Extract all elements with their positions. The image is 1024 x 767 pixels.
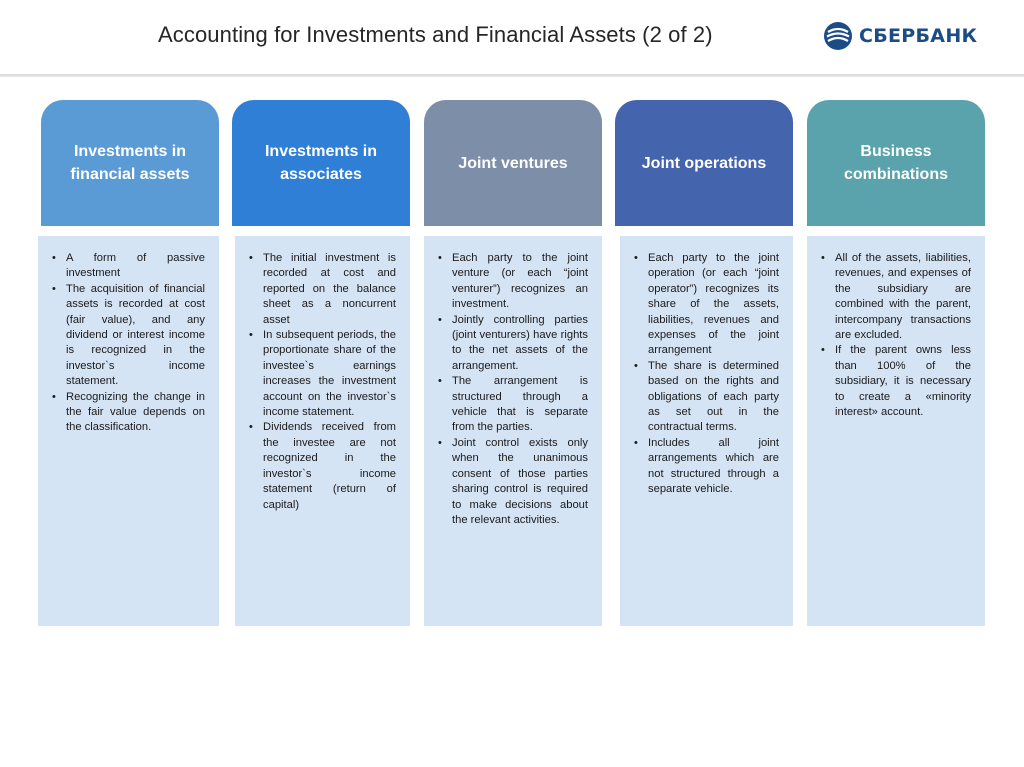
bullet-item: • Dividends received from the investee are not recognized in the investor`s income statement (return of capital): [263, 420, 396, 512]
column-body: [620, 236, 793, 626]
column-body: [235, 236, 410, 626]
sberbank-logo-icon: [823, 21, 853, 51]
header-divider: [0, 74, 1024, 77]
bullet-item: • The initial investment is recorded at cost and reported on the balance sheet as a noncurrent asset: [263, 251, 396, 328]
column-body: [424, 236, 602, 626]
column-heading: Investments in associates: [232, 100, 410, 226]
bullet-list: [634, 251, 779, 498]
bullet-item: • If the parent owns less than 100% of the subsidiary, it is necessary to create a «minority interest» account.: [835, 343, 971, 420]
page-title: Accounting for Investments and Financial Assets (2 of 2): [158, 22, 713, 47]
bullet-item: • Includes all joint arrangements which are not structured through a separate vehicle.: [648, 436, 779, 498]
logo-text: СБЕРБАНК: [859, 25, 978, 47]
bullet-item: • Joint control exists only when the unanimous consent of those parties sharing control is required to make decisions about the relevant activities.: [452, 436, 588, 528]
bullet-list: [249, 251, 396, 513]
bullet-item: • Recognizing the change in the fair value depends on the classification.: [66, 390, 205, 436]
bullet-item: • All of the assets, liabilities, revenues, and expenses of the subsidiary are combined with the parent, intercompany transactions are excluded.: [835, 251, 971, 343]
brand-logo: [823, 20, 977, 52]
bullet-item: • Jointly controlling parties (joint venturers) have rights to the net assets of the arrangement.: [452, 313, 588, 375]
bullet-list: [821, 251, 971, 420]
column-heading: Investments in financial assets: [41, 100, 219, 226]
bullet-item: • Each party to the joint operation (or each “joint operator”) recognizes its share of the assets, liabilities, revenues and expenses of the joint arrangement: [648, 251, 779, 359]
column-body: [807, 236, 985, 626]
bullet-list: [52, 251, 205, 436]
bullet-item: • Each party to the joint venture (or each “joint venturer”) recognizes an investment.: [452, 251, 588, 313]
column-heading: Joint operations: [615, 100, 793, 226]
bullet-list: [438, 251, 588, 528]
bullet-item: • The acquisition of financial assets is recorded at cost (fair value), and any dividend or interest income is recognized in the investor`s income statement.: [66, 282, 205, 390]
bullet-item: • A form of passive investment: [66, 251, 205, 282]
bullet-item: • The share is determined based on the rights and obligations of each party as set out in the contractual terms.: [648, 359, 779, 436]
column-heading: Business combinations: [807, 100, 985, 226]
slide-header: [0, 0, 1024, 76]
bullet-item: • The arrangement is structured through a vehicle that is separate from the parties.: [452, 374, 588, 436]
bullet-item: • In subsequent periods, the proportionate share of the investee`s earnings increases the investment account on the investor`s income statement.: [263, 328, 396, 420]
column-body: [38, 236, 219, 626]
column-heading: Joint ventures: [424, 100, 602, 226]
